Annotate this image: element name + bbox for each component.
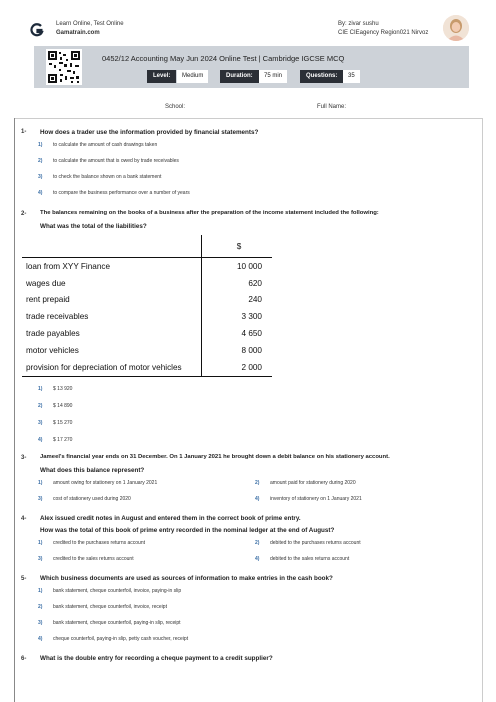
fullname-field-label: Full Name:: [317, 104, 347, 110]
questions-label: Questions:: [300, 70, 343, 83]
table-row: [22, 342, 272, 359]
duration-value: 75 min: [259, 70, 287, 83]
table-cell-item: trade receivables: [26, 312, 89, 322]
option-number: 2): [38, 158, 43, 164]
table-cell-amount: 240: [202, 292, 273, 309]
table-row: [22, 325, 272, 342]
option-text[interactable]: debited to the purchases returns account: [270, 540, 361, 546]
question-subtext: How was the total of this book of prime entry recorded in the nominal ledger at the end of August?: [40, 527, 335, 534]
brand-tagline: Learn Online, Test Online: [56, 21, 124, 27]
question-number: 6-: [21, 656, 27, 662]
test-title: 0452/12 Accounting May Jun 2024 Online Test | Cambridge IGCSE MCQ: [102, 54, 345, 63]
option-text[interactable]: amount owing for stationery on 1 January 2021: [53, 480, 158, 486]
table-cell-amount: 8 000: [202, 342, 273, 359]
top-bar: [0, 0, 496, 46]
option-text[interactable]: credited to the purchases returns account: [53, 540, 145, 546]
school-field-label: School:: [165, 104, 186, 110]
option-number: 1): [38, 142, 43, 148]
duration-label: Duration:: [220, 70, 259, 83]
option-text[interactable]: to calculate the amount of cash drawings taken: [53, 142, 158, 148]
table-cell-item: trade payables: [26, 329, 80, 339]
option-number: 3): [38, 420, 43, 426]
table-cell-amount: 620: [202, 275, 273, 292]
option-number: 3): [38, 556, 43, 562]
option-text[interactable]: $ 13 920: [53, 386, 73, 392]
option-text[interactable]: amount paid for stationery during 2020: [270, 480, 356, 486]
level-value: Medium: [177, 70, 208, 83]
table-row: [22, 359, 272, 376]
table-header-amount: $: [202, 235, 273, 258]
table-cell-amount: 3 300: [202, 308, 273, 325]
option-number: 1): [38, 540, 43, 546]
table-cell-item: wages due: [26, 278, 66, 288]
option-number: 4): [38, 437, 43, 443]
table-cell-item: provision for depreciation of motor vehicles: [22, 359, 202, 376]
question-number: 3-: [21, 455, 27, 461]
option-number: 2): [38, 403, 43, 409]
question-number: 4-: [21, 516, 27, 522]
option-number: 4): [255, 496, 260, 502]
question-text: Jameel's financial year ends on 31 December. On 1 January 2021 he brought down a debit balance on his stationery account.: [40, 454, 390, 460]
table-header-item: [22, 235, 202, 258]
option-text[interactable]: $ 15 270: [53, 420, 73, 426]
option-number: 1): [38, 480, 43, 486]
test-header: [34, 46, 469, 88]
option-text[interactable]: bank statement, cheque counterfoil, invoice, receipt: [53, 604, 167, 610]
table-cell-item: rent prepaid: [26, 295, 70, 305]
option-text[interactable]: debited to the sales returns account: [270, 556, 350, 562]
question-text: The balances remaining on the books of a business after the preparation of the income statement included the following:: [40, 210, 379, 216]
table-row: [22, 258, 272, 275]
option-text[interactable]: bank statement, cheque counterfoil, invoice, paying-in slip: [53, 588, 182, 594]
level-label: Level:: [147, 70, 176, 83]
option-text[interactable]: inventory of stationery on 1 January 2021: [270, 496, 362, 502]
question-text: How does a trader use the information provided by financial statements?: [40, 129, 259, 136]
option-number: 4): [255, 556, 260, 562]
qr-code-icon[interactable]: [46, 49, 82, 85]
section-divider: [14, 118, 482, 119]
option-number: 4): [38, 636, 43, 642]
option-text[interactable]: cheque counterfoil, paying-in slip, petty cash voucher, receipt: [53, 636, 189, 642]
option-number: 1): [38, 386, 43, 392]
option-text[interactable]: to check the balance shown on a bank statement: [53, 174, 162, 180]
gamatrain-logo-icon: [30, 23, 44, 37]
option-text[interactable]: to calculate the amount that is owed by trade receivables: [53, 158, 179, 164]
option-text[interactable]: credited to the sales returns account: [53, 556, 134, 562]
option-number: 2): [255, 480, 260, 486]
option-number: 3): [38, 620, 43, 626]
author-agency: CIE CIEagency Region021 Nirvoz: [338, 30, 429, 36]
question-number: 5-: [21, 576, 27, 582]
question-text: Which business documents are used as sources of information to make entries in the cash book?: [40, 575, 333, 582]
option-number: 3): [38, 496, 43, 502]
right-border: [482, 118, 483, 702]
table-cell-item: loan from XYY Finance: [26, 261, 111, 271]
question-text: What is the double entry for recording a cheque payment to a credit supplier?: [40, 655, 273, 662]
option-text[interactable]: cost of stationery used during 2020: [53, 496, 131, 502]
avatar[interactable]: [443, 15, 469, 41]
question-subtext: What does this balance represent?: [40, 467, 145, 474]
question-text: Alex issued credit notes in August and entered them in the correct book of prime entry.: [40, 515, 301, 522]
option-text[interactable]: to compare the business performance over a number of years: [53, 190, 190, 196]
table-row: [22, 308, 272, 325]
left-border: [14, 118, 15, 702]
option-number: 4): [38, 190, 43, 196]
table-row: [22, 292, 272, 309]
option-text[interactable]: $ 17 270: [53, 437, 73, 443]
brand-site[interactable]: Gamatrain.com: [56, 30, 100, 36]
option-text[interactable]: bank statement, cheque counterfoil, paying-in slip, receipt: [53, 620, 181, 626]
question-number: 1-: [21, 129, 27, 135]
table-cell-amount: 2 000: [202, 359, 273, 376]
author-name: By: zivar sushu: [338, 21, 379, 27]
option-number: 2): [38, 604, 43, 610]
balances-table: [22, 235, 272, 377]
question-number: 2-: [21, 211, 27, 217]
option-number: 1): [38, 588, 43, 594]
table-cell-item: motor vehicles: [26, 345, 79, 355]
option-number: 3): [38, 174, 43, 180]
table-cell-amount: 10 000: [202, 258, 273, 275]
avatar-portrait-icon: [443, 15, 469, 41]
option-text[interactable]: $ 14 890: [53, 403, 73, 409]
option-number: 2): [255, 540, 260, 546]
questions-value: 35: [343, 70, 360, 83]
table-row: [22, 275, 272, 292]
table-cell-amount: 4 650: [202, 325, 273, 342]
question-subtext: What was the total of the liabilities?: [40, 223, 147, 230]
